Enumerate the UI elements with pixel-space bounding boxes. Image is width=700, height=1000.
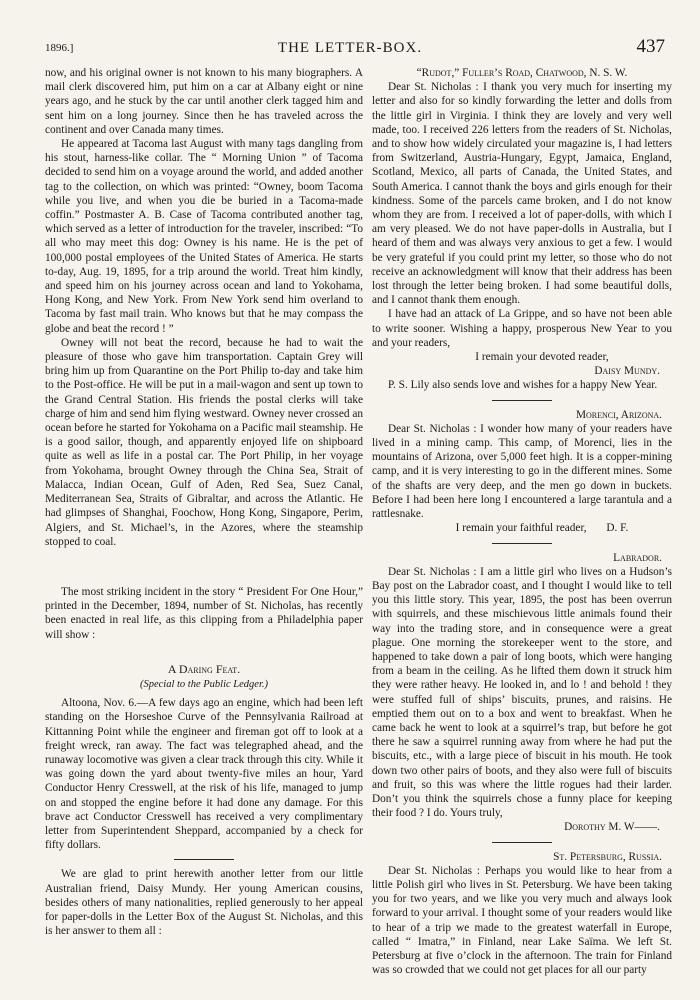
right-column: [372, 66, 672, 977]
article-headline: A Daring Feat.: [167, 661, 241, 676]
letter-1-signature: Daisy Mundy.: [594, 365, 660, 378]
letter-1-closing: I remain your devoted reader,: [475, 351, 609, 364]
letter-4-body: Dear St. Nicholas : Perhaps you would like to hear from a little Polish girl who lives in St. Petersburg. We have been taking you for two years, and we like you very much and always look forward to your arrival. I thought some of your readers would like to hear of a trip we made to the greatest waterfall in Europe, called “ Imatra,” in Finland, near Lake Saïma. We left St. Petersburg at five o’clock in the afternoon. The train for Finland was so crowded that we could not get places for all our party: [372, 864, 672, 977]
article-body: Altoona, Nov. 6.—A few days ago an engine, which had been left standing on the Horseshoe Curve of the Pennsylvania Railroad at Kittanning Point while the engineer and fireman got off to look at a freight wreck, ran away. The fact was telegraphed ahead, and the runaway locomotive was given a clear track through this city. While it was going down the yard about twenty-five miles an hour, Yard Conductor Henry Cresswell, at the risk of his life, managed to jump on and stopped the engine before it had done any damage. For this brave act Conductor Cresswell has received a very complimentary letter from Superintendent Sheppard, accompanied by a check for fifty dollars.: [45, 697, 363, 852]
divider-rule: [492, 543, 552, 544]
letter-4-location: St. Petersburg, Russia.: [553, 850, 662, 863]
divider-rule: [174, 859, 234, 860]
article-subline: (Special to the Public Ledger.): [139, 678, 268, 690]
divider-rule: [492, 400, 552, 401]
letter-1-body: Dear St. Nicholas : I thank you very much for inserting my letter and also for so kindly forwarding the letter and dolls from the little girl in Virginia. I think they are lovely and very well made, too. I received 226 letters from the readers of St. Nicholas, and to show how widely circulated your magazine is, I had letters from Switzerland, Austria-Hungary, Egypt, Jamaica, England, Scotland, Mexico, all parts of Canada, the United States, and South America. I cannot thank the boys and girls enough for their kindness. Some of the parcels came broken, and I do not know whom they are from. I received a lot of paper-dolls, with which I am very pleased. We do not have paper-dolls in Australia, but I heard of them and was always very anxious to get a few. I would be very grateful if you could print my letter, so those who do not receive an acknowledgment will know that their address has been lost through the letter being broken. I had some beautiful dolls, and I cannot thank them enough.: [372, 81, 672, 307]
header-title: THE LETTER-BOX.: [277, 40, 423, 56]
letter-3-location: Labrador.: [613, 551, 662, 564]
letter-3-signature: Dorothy M. W——.: [564, 821, 660, 834]
daisy-intro-paragraph: We are glad to print herewith another letter from our little Australian friend, Daisy Mundy. Her young American cousins, besides others of many nationalities, replied generously to her appeal for paper-dolls in the Letter Box of the August St. Nicholas, and this is her answer to them all :: [45, 868, 363, 938]
letter-2-location: Morenci, Arizona.: [575, 408, 662, 421]
owney-paragraph-3: Owney will not beat the record, because he had to wait the pleasure of those who gave him transportation. Captain Grey will bring him up from Quarantine on the Port Philip to-day and take him to the Post-office. He will be put in a mail-wagon and sent up town to the Grand Central Station. His friends the postal clerks will take charge of him and send him flying westward. Owney never crossed an ocean before he started for Yokohama on a Pacific mail steamship. He is a good sailor, though, and apparently enjoyed life on shipboard quite as well as life in a postal car. The Port Philip, in her voyage from Yokohama, brought Owney through the China Sea, Strait of Malacca, Indian Ocean, Gulf of Aden, Red Sea, Suez Canal, Mediterranean Sea, Straits of Gibraltar, and across the Atlantic. He had glimpses of Shanghai, Foochow, Hong Kong, Singapore, Perim, Algiers, and St. Michael’s, in the Azores, where the steamship stopped to coal.: [45, 336, 363, 548]
owney-paragraph-2: He appeared at Tacoma last August with many tags dangling from his stout, harness-like collar. The “ Morning Union ” of Tacoma decided to send him on a voyage around the world, and added another tag to the collection, on which was printed: “Owney, boom Tacoma while you live, and when you die be buried in a Tacoma-made coffin.” Postmaster A. B. Case of Tacoma contributed another tag, which served as a letter of introduction for the traveler, inscribed: “To all who may meet this dog: Owney is his name. He is the pet of 100,000 postal employees of the United States of America. He starts to-day, Aug. 19, 1895, for a trip around the world. Treat him kindly, and speed him on his journey across ocean and land to Yokohama, Hong Kong, and New York. From New York send him overland to Tacoma by fast mail train. Who knows but that he may compass the globe and beat the record ! ”: [45, 138, 363, 335]
divider-rule: [492, 842, 552, 843]
header-year: 1896.]: [45, 42, 74, 54]
letter-2-signature: D. F.: [606, 522, 629, 535]
president-story-intro: The most striking incident in the story “ President For One Hour,” printed in the December, 1894, number of St. Nicholas, has recently been enacted in real life, as this clipping from a Philadelphia paper will show :: [45, 585, 363, 641]
letter-3-body: Dear St. Nicholas : I am a little girl who lives on a Hudson’s Bay post on the Labrador coast, and I thought I would like to tell you this little story. This year, 1895, the post has been overrun with squirrels, and these mischievous little animals found their way into the trading store, and in consequence were a great plague. One morning the storekeeper went to the store, and happened to take down a pair of long boots, which were hanging from a beam in the ceiling. As he lifted them down it struck him they were rather heavy. He looked in, and lo ! and behold ! they were stuffed full of ships’ biscuits, prunes, and raisins. He emptied them out on to a box and went to breakfast. When he came back he went to look at a squirrel’s trap, but before he got there he saw a squirrel running away from where he had put the biscuits, etc., with a large piece of biscuit in his mouth. He took down two other pairs of boots, and they also were full of biscuits and fruit, so this was where the little rogues had their larder. Don’t you think the squirrels chose a funny place for keeping their food ? I do. Yours truly,: [372, 565, 672, 820]
left-column: [45, 66, 363, 938]
letter-1-body-2: I have had an attack of La Grippe, and so have not been able to write sooner. Wishing a happy, prosperous New Year to you and your readers,: [372, 308, 672, 349]
owney-paragraph-1: now, and his original owner is not known to his many biographers. A mail clerk discovered him, put him on a car at Albany eight or nine years ago, and he stuck by the car until another clerk tagged him and sent him on a long journey. Since then he has traveled across the continent and over Canada many times.: [45, 67, 363, 136]
letter-2-closing-text: I remain your faithful reader,: [455, 522, 587, 535]
page-number: 437: [636, 36, 665, 57]
letter-1-location: “Rudot,” Fuller’s Road, Chatwood, N. S. W.: [416, 67, 628, 79]
letter-1-postscript: P. S. Lily also sends love and wishes for a happy New Year.: [388, 379, 658, 392]
letter-2-body: Dear St. Nicholas : I wonder how many of your readers have lived in a mining camp. This camp, of Morenci, lies in the mountains of Arizona, over 5,000 feet high. It is a copper-mining camp, and it is very interesting to go in the different mines. Some of the shafts are very deep, and the men go down in buckets. Before I had been here long I encountered a large tarantula and a rattlesnake.: [372, 422, 672, 521]
letter-2-closing: [372, 521, 672, 535]
